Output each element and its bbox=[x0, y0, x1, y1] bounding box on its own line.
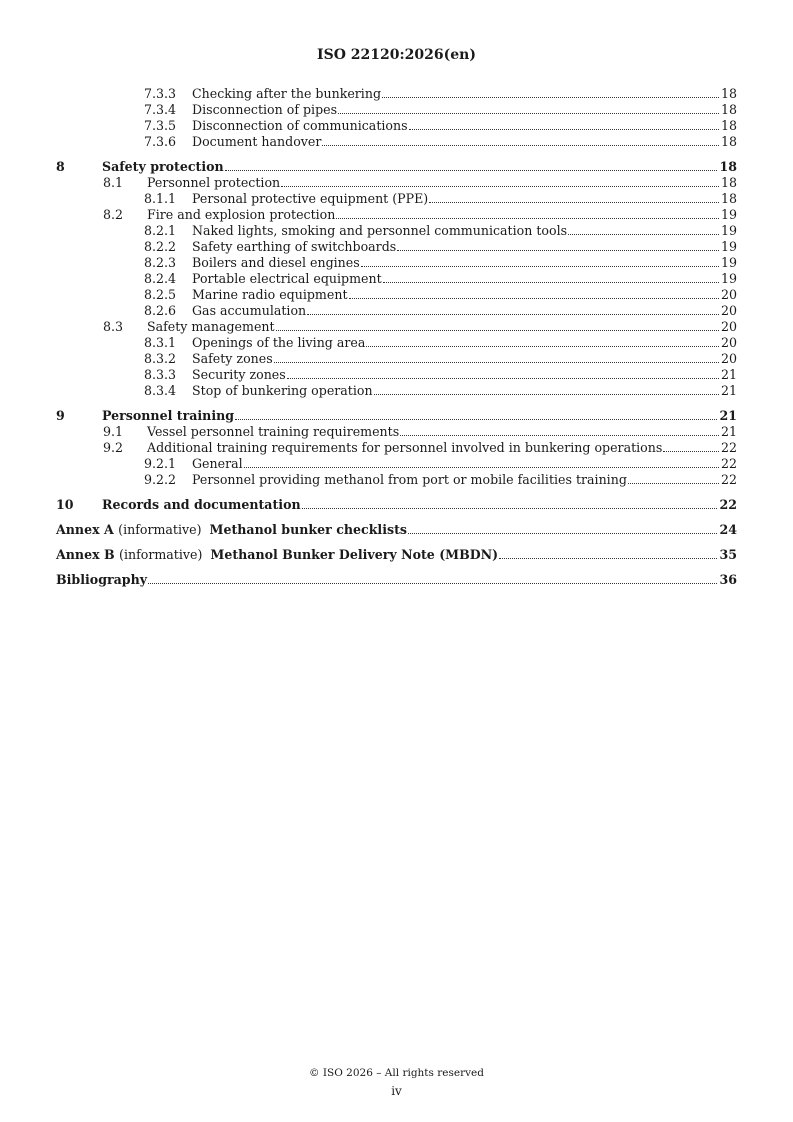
dot-leader bbox=[374, 394, 719, 395]
toc-entry-page: 36 bbox=[719, 572, 737, 587]
annex-informative-label: (informative) bbox=[118, 522, 202, 537]
toc-entry[interactable] bbox=[56, 207, 737, 223]
toc-entry-page: 19 bbox=[720, 223, 737, 238]
toc-entry-title: Stop of bunkering operation bbox=[192, 383, 373, 398]
toc-entry-number: 9.2.1 bbox=[144, 456, 177, 471]
annex-title: Methanol Bunker Delivery Note (MBDN) bbox=[210, 547, 499, 562]
toc-entry-page: 22 bbox=[719, 497, 737, 512]
toc-entry-number: 8.3.2 bbox=[144, 351, 177, 366]
toc-entry[interactable] bbox=[56, 456, 737, 472]
toc-entry-number: 9 bbox=[56, 408, 65, 423]
toc-entry-number: 8.3.4 bbox=[144, 383, 177, 398]
toc-entry[interactable] bbox=[56, 303, 737, 319]
toc-entry[interactable] bbox=[56, 175, 737, 191]
toc-entry[interactable] bbox=[56, 239, 737, 255]
toc-entry-title: Security zones bbox=[192, 367, 286, 382]
dot-leader bbox=[225, 170, 718, 171]
toc-entry-page: 20 bbox=[720, 319, 737, 334]
annex-title: Methanol bunker checklists bbox=[209, 522, 407, 537]
toc-entry-number: 7.3.5 bbox=[144, 118, 177, 133]
toc-entry[interactable] bbox=[56, 223, 737, 239]
dot-leader bbox=[244, 467, 719, 468]
toc-entry-title: Additional training requirements for personnel involved in bunkering operations bbox=[147, 440, 663, 455]
toc-entry[interactable] bbox=[56, 572, 737, 588]
dot-leader bbox=[568, 234, 719, 235]
dot-leader bbox=[338, 113, 719, 114]
toc-entry-page: 20 bbox=[720, 287, 737, 302]
dot-leader bbox=[148, 583, 717, 584]
toc-entry[interactable] bbox=[56, 351, 737, 367]
toc-entry-page: 21 bbox=[720, 367, 737, 382]
page-number: iv bbox=[391, 1084, 402, 1098]
toc-entry-number: 9.2.2 bbox=[144, 472, 177, 487]
toc-entry-title: Disconnection of communications bbox=[192, 118, 408, 133]
toc-entry[interactable] bbox=[56, 497, 737, 513]
toc-entry[interactable] bbox=[56, 440, 737, 456]
toc-entry-page: 21 bbox=[720, 383, 737, 398]
dot-leader bbox=[361, 266, 719, 267]
toc-entry-number: 7.3.3 bbox=[144, 86, 177, 101]
toc-entry[interactable] bbox=[56, 255, 737, 271]
dot-leader bbox=[400, 435, 719, 436]
toc-entry-page: 18 bbox=[719, 159, 737, 174]
dot-leader bbox=[628, 483, 719, 484]
toc-entry-number: 7.3.4 bbox=[144, 102, 177, 117]
toc-entry[interactable] bbox=[56, 102, 737, 118]
dot-leader bbox=[663, 451, 719, 452]
toc-entry-title: Naked lights, smoking and personnel communication tools bbox=[192, 223, 568, 238]
toc-entry-number: 7.3.6 bbox=[144, 134, 177, 149]
toc-entry-number: 8.2 bbox=[103, 207, 124, 222]
dot-leader bbox=[287, 378, 719, 379]
dot-leader bbox=[349, 298, 719, 299]
toc-entry-title: Safety protection bbox=[102, 159, 224, 174]
toc-entry[interactable] bbox=[56, 118, 737, 134]
toc-entry[interactable] bbox=[56, 367, 737, 383]
toc-entry-title: Fire and explosion protection bbox=[147, 207, 336, 222]
toc-entry-number: 8.3.3 bbox=[144, 367, 177, 382]
dot-leader bbox=[336, 218, 719, 219]
toc-entry[interactable] bbox=[56, 408, 737, 424]
toc-entry-number: 9.2 bbox=[103, 440, 124, 455]
toc-entry[interactable] bbox=[56, 424, 737, 440]
table-of-contents bbox=[56, 86, 737, 588]
toc-entry-title: General bbox=[192, 456, 243, 471]
toc-entry-title: Safety earthing of switchboards bbox=[192, 239, 397, 254]
dot-leader bbox=[322, 145, 719, 146]
toc-entry-page: 18 bbox=[720, 191, 737, 206]
toc-entry-page: 19 bbox=[720, 255, 737, 270]
toc-entry-page: 19 bbox=[720, 271, 737, 286]
toc-entry[interactable] bbox=[56, 335, 737, 351]
dot-leader bbox=[382, 97, 719, 98]
toc-entry-title: Portable electrical equipment bbox=[192, 271, 382, 286]
toc-entry-number: 9.1 bbox=[103, 424, 124, 439]
dot-leader bbox=[307, 314, 719, 315]
toc-entry-page: 18 bbox=[720, 175, 737, 190]
toc-entry-page: 21 bbox=[720, 424, 737, 439]
toc-entry-title: Personnel protection bbox=[147, 175, 281, 190]
document-header: ISO 22120:2026(en) bbox=[317, 47, 476, 63]
annex-label: Annex B bbox=[56, 547, 115, 562]
dot-leader bbox=[235, 419, 717, 420]
toc-entry-page: 35 bbox=[719, 547, 737, 562]
toc-entry-number: 8.2.6 bbox=[144, 303, 177, 318]
toc-entry-title: Boilers and diesel engines bbox=[192, 255, 360, 270]
toc-entry-number: 8.3.1 bbox=[144, 335, 177, 350]
toc-entry-page: 20 bbox=[720, 335, 737, 350]
toc-entry-number: 8 bbox=[56, 159, 65, 174]
toc-entry-number: 8.2.3 bbox=[144, 255, 177, 270]
toc-entry-title: Disconnection of pipes bbox=[192, 102, 338, 117]
toc-entry-page: 22 bbox=[720, 456, 737, 471]
toc-entry-title: Gas accumulation bbox=[192, 303, 307, 318]
toc-entry-title: Checking after the bunkering bbox=[192, 86, 382, 101]
toc-entry-number: 10 bbox=[56, 497, 74, 512]
toc-entry-page: 18 bbox=[720, 86, 737, 101]
toc-entry-page: 22 bbox=[720, 440, 737, 455]
toc-entry-title: Records and documentation bbox=[102, 497, 301, 512]
toc-entry-number: 8.1 bbox=[103, 175, 124, 190]
toc-entry[interactable] bbox=[56, 159, 737, 175]
toc-entry-title: Document handover bbox=[192, 134, 322, 149]
toc-entry[interactable] bbox=[56, 134, 737, 150]
toc-entry-page: 20 bbox=[720, 303, 737, 318]
dot-leader bbox=[276, 330, 719, 331]
annex-informative-label: (informative) bbox=[119, 547, 203, 562]
dot-leader bbox=[281, 186, 719, 187]
annex-label: Annex A bbox=[56, 522, 114, 537]
dot-leader bbox=[429, 202, 719, 203]
toc-entry-page: 20 bbox=[720, 351, 737, 366]
toc-entry-page: 19 bbox=[720, 207, 737, 222]
toc-entry-title: Marine radio equipment bbox=[192, 287, 348, 302]
toc-entry[interactable] bbox=[56, 86, 737, 102]
toc-entry[interactable] bbox=[56, 271, 737, 287]
toc-entry-title: Personal protective equipment (PPE) bbox=[192, 191, 429, 206]
dot-leader bbox=[383, 282, 719, 283]
toc-entry[interactable] bbox=[56, 319, 737, 335]
toc-entry-number: 8.2.2 bbox=[144, 239, 177, 254]
toc-entry-page: 18 bbox=[720, 134, 737, 149]
toc-entry-title: Personnel providing methanol from port or mobile facilities training bbox=[192, 472, 627, 487]
toc-entry[interactable] bbox=[56, 383, 737, 399]
toc-entry-title: Bibliography bbox=[56, 572, 148, 587]
toc-entry-title: Safety management bbox=[147, 319, 275, 334]
dot-leader bbox=[302, 508, 718, 509]
toc-entry-number: 8.2.4 bbox=[144, 271, 177, 286]
toc-entry-page: 22 bbox=[720, 472, 737, 487]
toc-entry-page: 24 bbox=[719, 522, 737, 537]
toc-entry-page: 19 bbox=[720, 239, 737, 254]
toc-entry-number: 8.2.5 bbox=[144, 287, 177, 302]
toc-entry-number: 8.1.1 bbox=[144, 191, 177, 206]
toc-entry-title: Openings of the living area bbox=[192, 335, 366, 350]
dot-leader bbox=[366, 346, 719, 347]
toc-entry-title: Vessel personnel training requirements bbox=[147, 424, 400, 439]
toc-entry-title: Safety zones bbox=[192, 351, 273, 366]
toc-entry[interactable] bbox=[56, 472, 737, 488]
toc-entry-number: 8.2.1 bbox=[144, 223, 177, 238]
dot-leader bbox=[499, 558, 717, 559]
toc-entry-page: 21 bbox=[719, 408, 737, 423]
dot-leader bbox=[274, 362, 719, 363]
toc-entry-number: 8.3 bbox=[103, 319, 124, 334]
toc-entry-title: Personnel training bbox=[102, 408, 235, 423]
toc-entry[interactable] bbox=[56, 191, 737, 207]
dot-leader bbox=[409, 129, 719, 130]
toc-entry-page: 18 bbox=[720, 102, 737, 117]
copyright-footer: © ISO 2026 – All rights reserved bbox=[309, 1067, 484, 1079]
toc-entry[interactable] bbox=[56, 522, 737, 538]
toc-entry[interactable] bbox=[56, 547, 737, 563]
dot-leader bbox=[397, 250, 719, 251]
dot-leader bbox=[408, 533, 717, 534]
toc-entry-page: 18 bbox=[720, 118, 737, 133]
toc-entry[interactable] bbox=[56, 287, 737, 303]
